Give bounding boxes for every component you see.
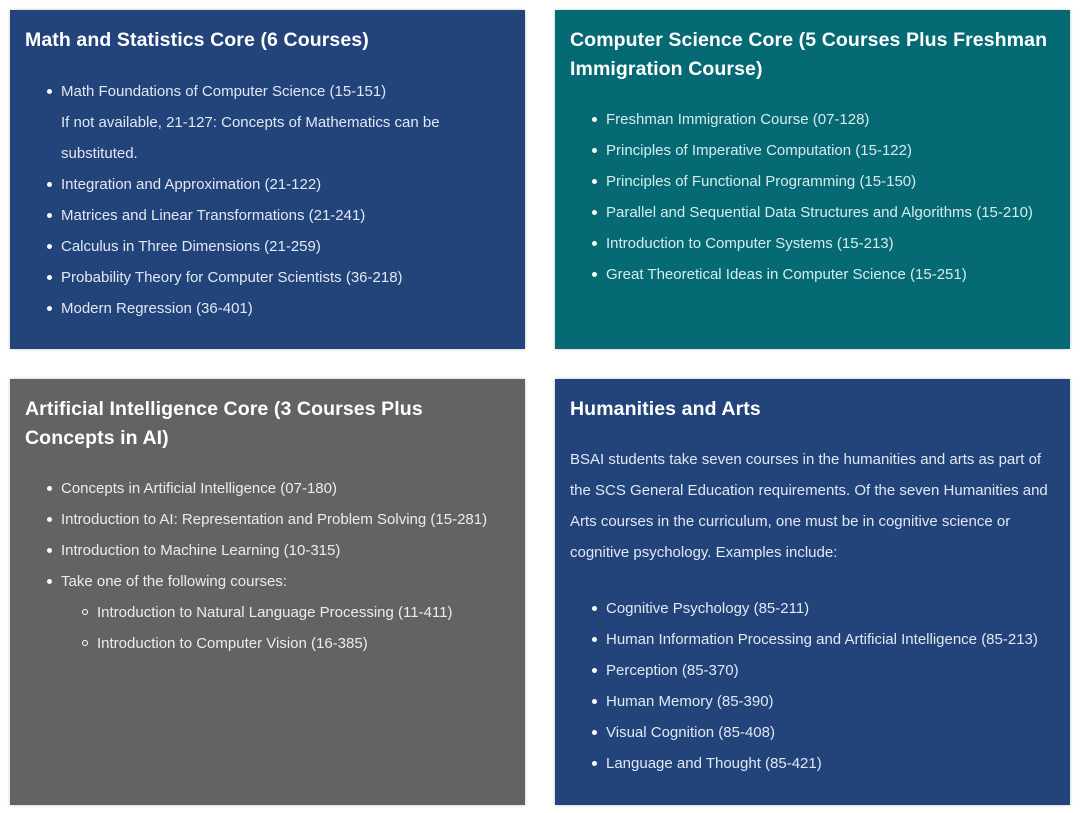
list-item: Introduction to AI: Representation and Problem Solving (15-281) — [61, 504, 511, 535]
list-item: Integration and Approximation (21-122) — [61, 169, 511, 200]
list-item: Concepts in Artificial Intelligence (07-180) — [61, 473, 511, 504]
math-core-title: Math and Statistics Core (6 Courses) — [25, 29, 369, 51]
list-item: Freshman Immigration Course (07-128) — [606, 104, 1056, 135]
ai-core-card — [10, 379, 525, 805]
list-item: Modern Regression (36-401) — [61, 293, 511, 324]
math-substitution-note: If not available, 21-127: Concepts of Mathematics can be substituted. — [61, 114, 440, 162]
ai-course-list — [25, 473, 511, 659]
list-item: Visual Cognition (85-408) — [606, 717, 1056, 748]
list-item: Introduction to Computer Systems (15-213) — [606, 228, 1056, 259]
list-item: Great Theoretical Ideas in Computer Science (15-251) — [606, 259, 1056, 290]
humanities-description: BSAI students take seven courses in the humanities and arts as part of the SCS General Education requirements. Of the seven Humanities and Arts courses in the curriculum, one must be in cognitive science or cognitive psychology. Examples include: — [570, 451, 1048, 561]
cs-course-list — [570, 104, 1056, 290]
list-item: Perception (85-370) — [606, 655, 1056, 686]
list-item: Language and Thought (85-421) — [606, 748, 1056, 779]
list-item: Calculus in Three Dimensions (21-259) — [61, 231, 511, 262]
cs-core-title: Computer Science Core (5 Courses Plus Freshman Immigration Course) — [570, 29, 1048, 80]
math-course-list — [25, 76, 511, 324]
ai-elective-list — [61, 597, 511, 659]
list-item: Introduction to Natural Language Processing (11-411) — [97, 597, 511, 628]
ai-core-title: Artificial Intelligence Core (3 Courses Plus Concepts in AI) — [25, 398, 423, 449]
course-math-foundations: Math Foundations of Computer Science (15-151) — [61, 83, 387, 100]
list-item — [61, 566, 511, 659]
list-item: Principles of Functional Programming (15-150) — [606, 166, 1056, 197]
humanities-arts-card — [555, 379, 1070, 805]
computer-science-core-card — [555, 10, 1070, 349]
list-item: Introduction to Machine Learning (10-315) — [61, 535, 511, 566]
humanities-course-list — [570, 593, 1056, 779]
list-item: Human Memory (85-390) — [606, 686, 1056, 717]
list-item: Probability Theory for Computer Scientists (36-218) — [61, 262, 511, 293]
list-item: Introduction to Computer Vision (16-385) — [97, 628, 511, 659]
list-item — [61, 76, 511, 169]
list-item: Cognitive Psychology (85-211) — [606, 593, 1056, 624]
list-item: Human Information Processing and Artificial Intelligence (85-213) — [606, 624, 1056, 655]
humanities-title: Humanities and Arts — [570, 398, 761, 420]
list-item: Parallel and Sequential Data Structures and Algorithms (15-210) — [606, 197, 1056, 228]
elective-choice-label: Take one of the following courses: — [61, 573, 287, 590]
math-statistics-core-card — [10, 10, 525, 349]
list-item: Principles of Imperative Computation (15-122) — [606, 135, 1056, 166]
list-item: Matrices and Linear Transformations (21-241) — [61, 200, 511, 231]
